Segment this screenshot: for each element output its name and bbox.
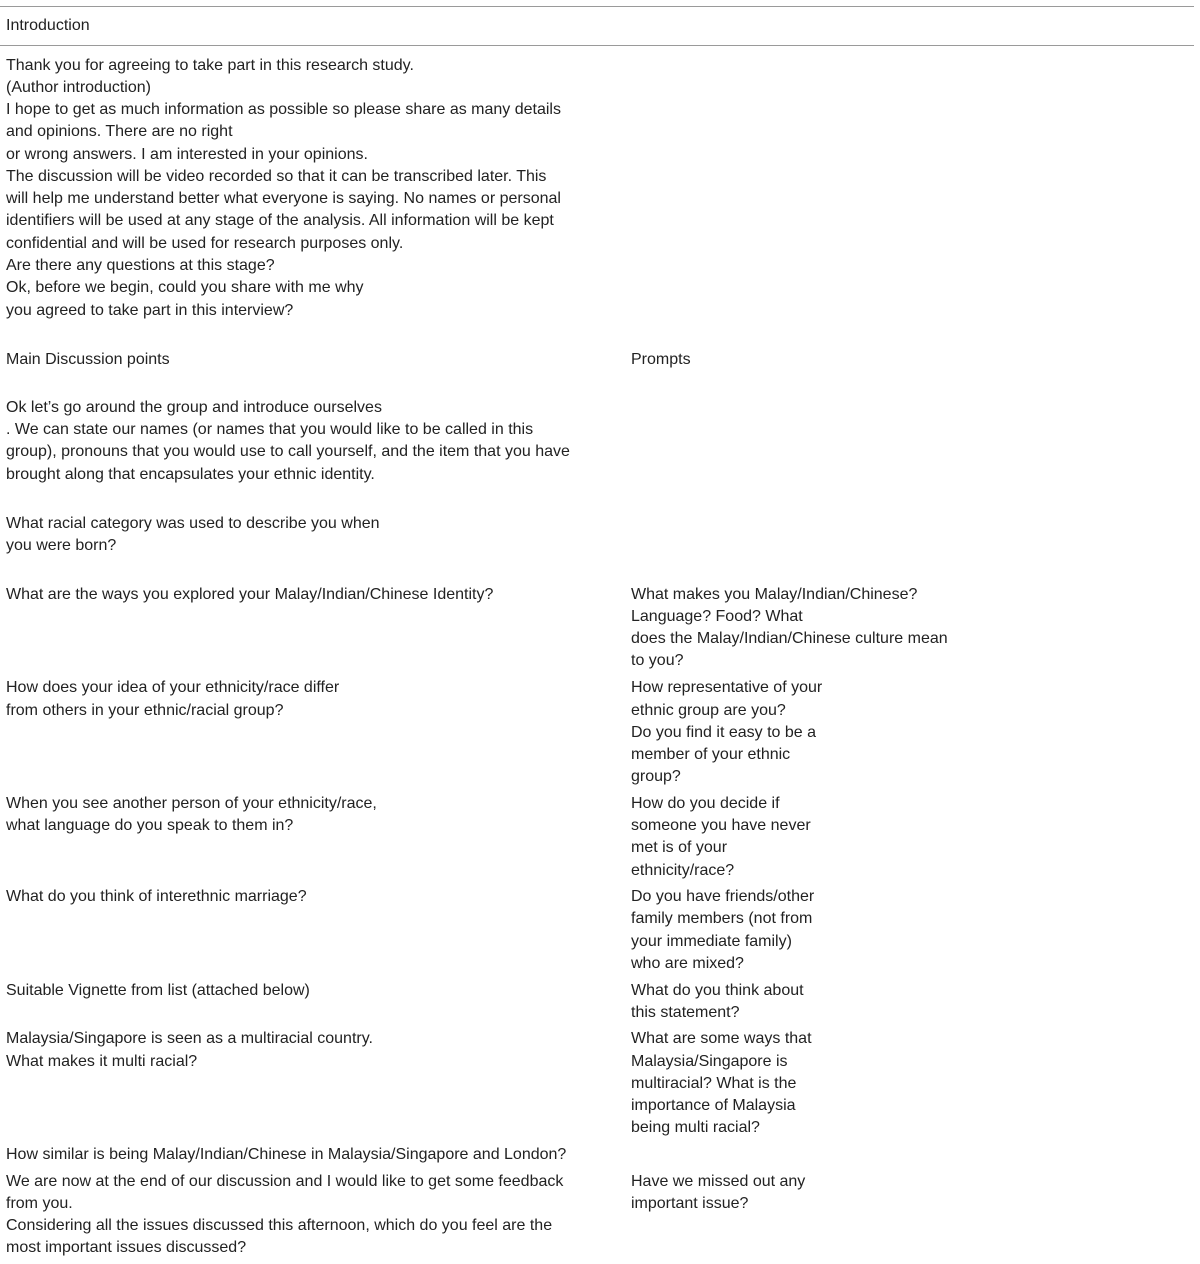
prompt-line: What makes you Malay/Indian/Chinese? [631, 586, 918, 603]
main-point-line: Considering all the issues discussed this afternoon, which do you feel are the [6, 1217, 553, 1234]
prompt-line: ethnicity/race? [631, 862, 735, 879]
table-top-rule [0, 6, 1194, 7]
prompt-line: Have we missed out any [631, 1173, 806, 1190]
intro-line: Are there any questions at this stage? [6, 257, 275, 274]
table-heading: Introduction [6, 17, 90, 34]
prompts-header: Prompts [631, 351, 691, 368]
prompt-line: importance of Malaysia [631, 1097, 796, 1114]
prompt-line: your immediate family) [631, 933, 792, 950]
main-point-line: Suitable Vignette from list (attached below) [6, 982, 310, 999]
main-point-line: What are the ways you explored your Malay/Indian/Chinese Identity? [6, 586, 494, 603]
main-point-line: . We can state our names (or names that you would like to be called in this [6, 421, 534, 438]
intro-line: I hope to get as much information as possible so please share as many details [6, 101, 561, 118]
prompt-line: family members (not from [631, 910, 813, 927]
main-point-line: How does your idea of your ethnicity/race differ [6, 679, 340, 696]
main-point-line: Ok let’s go around the group and introduce ourselves [6, 399, 382, 416]
prompt-line: What do you think about [631, 982, 804, 999]
intro-line: or wrong answers. I am interested in your opinions. [6, 146, 368, 163]
intro-line: The discussion will be video recorded so that it can be transcribed later. This [6, 168, 547, 185]
prompt-line: How do you decide if [631, 795, 780, 812]
intro-line: identifiers will be used at any stage of the analysis. All information will be kept [6, 212, 554, 229]
main-discussion-header: Main Discussion points [6, 351, 170, 368]
main-point-line: Malaysia/Singapore is seen as a multiracial country. [6, 1030, 373, 1047]
main-point-line: from others in your ethnic/racial group? [6, 702, 284, 719]
intro-line: Ok, before we begin, could you share with me why [6, 279, 364, 296]
main-point-line: most important issues discussed? [6, 1239, 247, 1256]
prompt-line: to you? [631, 652, 684, 669]
main-point-line: you were born? [6, 537, 117, 554]
prompt-line: does the Malay/Indian/Chinese culture mean [631, 630, 948, 647]
prompt-line: member of your ethnic [631, 746, 791, 763]
main-point-line: What racial category was used to describe you when [6, 515, 380, 532]
main-point-line: When you see another person of your ethnicity/race, [6, 795, 377, 812]
prompt-line: Do you have friends/other [631, 888, 815, 905]
main-point-line: What do you think of interethnic marriage? [6, 888, 307, 905]
main-point-line: from you. [6, 1195, 73, 1212]
prompt-line: being multi racial? [631, 1119, 760, 1136]
prompt-line: multiracial? What is the [631, 1075, 797, 1092]
prompt-line: who are mixed? [631, 955, 744, 972]
intro-line: you agreed to take part in this interview? [6, 302, 294, 319]
prompt-line: this statement? [631, 1004, 740, 1021]
prompt-line: Malaysia/Singapore is [631, 1053, 788, 1070]
intro-line: Thank you for agreeing to take part in this research study. [6, 57, 414, 74]
prompt-line: met is of your [631, 839, 728, 856]
prompt-line: What are some ways that [631, 1030, 812, 1047]
intro-line: will help me understand better what everyone is saying. No names or personal [6, 190, 561, 207]
main-point-line: brought along that encapsulates your ethnic identity. [6, 466, 375, 483]
prompt-line: Language? Food? What [631, 608, 803, 625]
main-point-line: We are now at the end of our discussion and I would like to get some feedback [6, 1173, 564, 1190]
intro-line: (Author introduction) [6, 79, 151, 96]
main-point-line: group), pronouns that you would use to call yourself, and the item that you have [6, 443, 570, 460]
main-point-line: what language do you speak to them in? [6, 817, 294, 834]
prompt-line: ethnic group are you? [631, 702, 786, 719]
intro-line: confidential and will be used for research purposes only. [6, 235, 404, 252]
prompt-line: How representative of your [631, 679, 823, 696]
prompt-line: group? [631, 768, 681, 785]
intro-line: and opinions. There are no right [6, 123, 233, 140]
prompt-line: someone you have never [631, 817, 811, 834]
main-point-line: How similar is being Malay/Indian/Chinese in Malaysia/Singapore and London? [6, 1146, 567, 1163]
table-header-rule [0, 45, 1194, 46]
prompt-line: important issue? [631, 1195, 749, 1212]
main-point-line: What makes it multi racial? [6, 1053, 198, 1070]
prompt-line: Do you find it easy to be a [631, 724, 816, 741]
